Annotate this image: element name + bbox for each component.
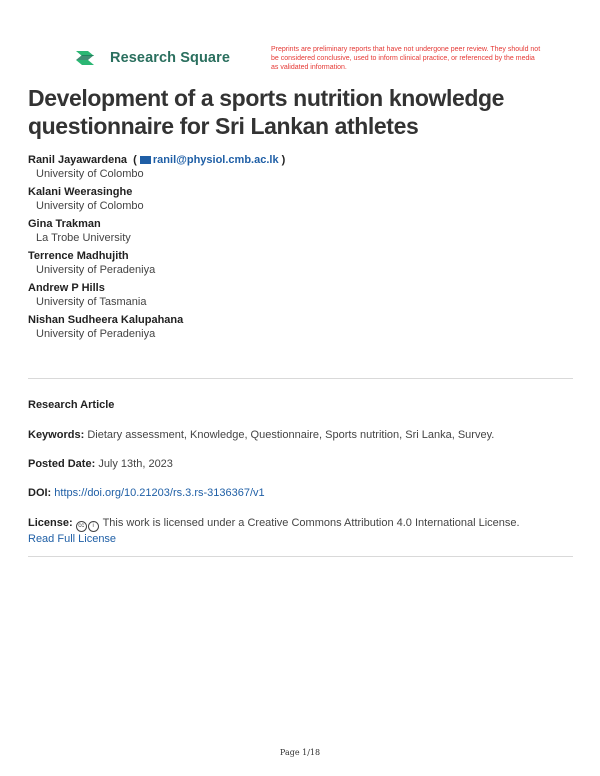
author-name: Ranil Jayawardena ( ranil@physiol.cmb.ac.lk ) — [28, 154, 286, 166]
author-affiliation: University of Peradeniya — [36, 328, 156, 340]
license-text: This work is licensed under a Creative Commons Attribution 4.0 International License. — [102, 517, 520, 529]
author-name: Gina Trakman — [28, 218, 101, 230]
posted-value: July 13th, 2023 — [98, 458, 173, 470]
author-item — [28, 281, 573, 309]
keywords-label: Keywords: — [28, 429, 85, 441]
author-affiliation: La Trobe University — [36, 232, 131, 244]
posted-label: Posted Date: — [28, 458, 96, 470]
posted-date — [28, 457, 573, 472]
logo-text: Research Square — [110, 50, 230, 66]
author-list — [28, 153, 573, 345]
author-affiliation: University of Colombo — [36, 168, 144, 180]
envelope-icon — [140, 156, 151, 164]
doi-label: DOI: — [28, 487, 52, 499]
author-affiliation: University of Peradeniya — [36, 264, 156, 276]
cc-by-icon: i — [88, 521, 99, 532]
paper-title: Development of a sports nutrition knowledge questionnaire for Sri Lankan athletes — [28, 85, 505, 139]
page-number: Page 1/18 — [279, 748, 321, 757]
author-item — [28, 313, 573, 341]
divider — [28, 556, 573, 557]
author-name: Terrence Madhujith — [28, 250, 129, 262]
author-item — [28, 153, 573, 181]
preprint-disclaimer: Preprints are preliminary reports that have not undergone peer review. They should not be considered conclusive, used to inform clinical practice, or referenced by the media as validated information. — [271, 46, 541, 71]
author-email-link[interactable]: ranil@physiol.cmb.ac.lk — [152, 154, 279, 166]
license — [28, 516, 573, 547]
keywords-value: Dietary assessment, Knowledge, Questionnaire, Sports nutrition, Sri Lanka, Survey. — [87, 429, 495, 441]
author-item — [28, 185, 573, 213]
author-name: Kalani Weerasinghe — [28, 186, 133, 198]
divider — [28, 378, 573, 379]
author-name: Nishan Sudheera Kalupahana — [28, 314, 184, 326]
author-affiliation: University of Tasmania — [36, 296, 147, 308]
read-full-license-link[interactable]: Read Full License — [28, 533, 117, 545]
keywords — [28, 428, 573, 443]
research-square-logo[interactable] — [74, 47, 230, 69]
author-item — [28, 217, 573, 245]
research-square-logo-icon — [74, 47, 104, 69]
author-item — [28, 249, 573, 277]
article-type: Research Article — [28, 399, 115, 411]
cc-icon: cc — [76, 521, 87, 532]
doi — [28, 486, 573, 501]
doi-link[interactable]: https://doi.org/10.21203/rs.3.rs-3136367/v1 — [54, 487, 265, 499]
author-affiliation: University of Colombo — [36, 200, 144, 212]
author-name: Andrew P Hills — [28, 282, 105, 294]
license-label: License: — [28, 517, 73, 529]
